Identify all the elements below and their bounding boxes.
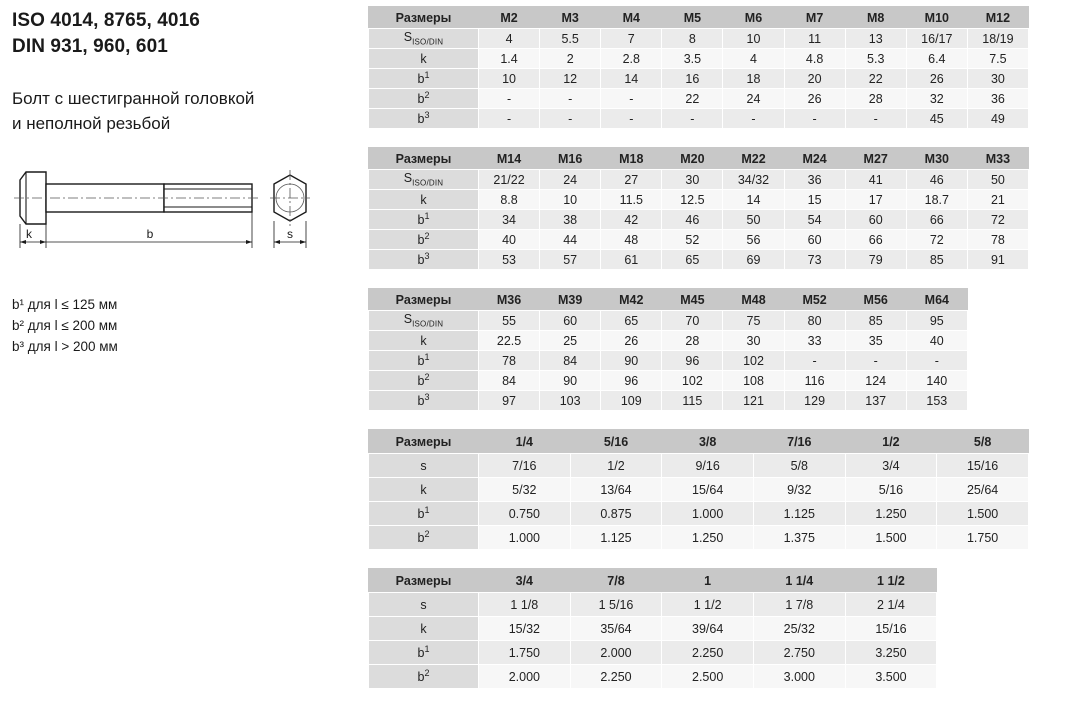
- header-cell-4: M5: [662, 7, 723, 29]
- data-cell: 14: [601, 69, 662, 89]
- row-label-cell: s: [369, 593, 479, 617]
- data-cell: 18: [723, 69, 784, 89]
- data-cell: 115: [662, 391, 723, 411]
- data-cell: 40: [906, 331, 967, 351]
- data-cell: -: [845, 351, 906, 371]
- data-cell: 46: [662, 210, 723, 230]
- data-cell: 48: [601, 230, 662, 250]
- data-cell: 36: [967, 89, 1028, 109]
- data-cell: 33: [784, 331, 845, 351]
- data-cell: 13: [845, 29, 906, 49]
- data-cell: [937, 665, 1029, 689]
- table-row: [369, 190, 1029, 210]
- data-cell: 3/4: [845, 454, 937, 478]
- row-label-cell: $b^1$: [369, 351, 479, 371]
- header-cell-4: 7/16: [753, 430, 845, 454]
- data-cell: 60: [845, 210, 906, 230]
- row-label-cell: $S_{ISO/DIN}$: [369, 311, 479, 331]
- table-row: [369, 331, 1029, 351]
- data-cell: 102: [723, 351, 784, 371]
- data-cell: 30: [662, 170, 723, 190]
- row-label-cell: $b^2$: [369, 89, 479, 109]
- table-row: [369, 665, 1029, 689]
- data-cell: 3.500: [845, 665, 937, 689]
- header-cell-2: M39: [540, 289, 601, 311]
- data-cell: 80: [784, 311, 845, 331]
- data-cell: 65: [601, 311, 662, 331]
- header-cell-9: [967, 289, 1028, 311]
- drawing-label-k: k: [26, 227, 32, 241]
- data-cell: [967, 311, 1028, 331]
- data-cell: 70: [662, 311, 723, 331]
- data-cell: 61: [601, 250, 662, 270]
- data-cell: 52: [662, 230, 723, 250]
- data-cell: 45: [906, 109, 967, 129]
- data-cell: 1 1/8: [479, 593, 571, 617]
- data-cell: 102: [662, 371, 723, 391]
- data-cell: 11.5: [601, 190, 662, 210]
- data-cell: 17: [845, 190, 906, 210]
- bolt-technical-drawing: [12, 158, 312, 258]
- data-cell: 21: [967, 190, 1028, 210]
- left-info-panel: [12, 8, 357, 708]
- data-cell: 1.4: [479, 49, 540, 69]
- header-cell-2: 7/8: [570, 569, 662, 593]
- data-cell: 22: [845, 69, 906, 89]
- row-label-cell: $b^2$: [369, 230, 479, 250]
- data-cell: 78: [479, 351, 540, 371]
- data-cell: 3.250: [845, 641, 937, 665]
- data-cell: 42: [601, 210, 662, 230]
- data-cell: 9/32: [753, 478, 845, 502]
- header-cell-9: M12: [967, 7, 1028, 29]
- data-cell: 90: [540, 371, 601, 391]
- data-cell: [937, 593, 1029, 617]
- data-cell: 11: [784, 29, 845, 49]
- data-cell: 1.500: [845, 526, 937, 550]
- data-cell: 26: [784, 89, 845, 109]
- data-cell: 72: [967, 210, 1028, 230]
- data-cell: 15/32: [479, 617, 571, 641]
- row-label-cell: $b^2$: [369, 665, 479, 689]
- header-cell-5: 1/2: [845, 430, 937, 454]
- data-cell: 96: [601, 371, 662, 391]
- data-cell: 95: [906, 311, 967, 331]
- header-cell-6: M24: [784, 148, 845, 170]
- data-cell: 1 1/2: [662, 593, 754, 617]
- data-cell: 69: [723, 250, 784, 270]
- header-cell-8: M64: [906, 289, 967, 311]
- row-label-cell: $b^2$: [369, 371, 479, 391]
- header-cell-1: M36: [479, 289, 540, 311]
- data-cell: 10: [540, 190, 601, 210]
- row-label-cell: $S_{ISO/DIN}$: [369, 170, 479, 190]
- header-cell-5: 1 1/2: [845, 569, 937, 593]
- table-row: [369, 617, 1029, 641]
- table-header-row: [369, 289, 1029, 311]
- header-cell-7: M27: [845, 148, 906, 170]
- data-cell: 90: [601, 351, 662, 371]
- data-cell: 103: [540, 391, 601, 411]
- table-row: [369, 29, 1029, 49]
- header-cell-2: 5/16: [570, 430, 662, 454]
- table-header-row: [369, 7, 1029, 29]
- dimension-table-4: [368, 429, 1029, 550]
- table-header-row: [369, 569, 1029, 593]
- row-label-cell: s: [369, 454, 479, 478]
- data-cell: 129: [784, 391, 845, 411]
- data-cell: 25/64: [937, 478, 1029, 502]
- row-label-cell: $b^3$: [369, 391, 479, 411]
- data-cell: 28: [662, 331, 723, 351]
- data-cell: 3.000: [753, 665, 845, 689]
- data-cell: 121: [723, 391, 784, 411]
- table-row: [369, 502, 1029, 526]
- data-cell: 34: [479, 210, 540, 230]
- data-cell: 2 1/4: [845, 593, 937, 617]
- data-cell: 36: [784, 170, 845, 190]
- data-cell: 53: [479, 250, 540, 270]
- table-row: [369, 526, 1029, 550]
- data-cell: 15: [784, 190, 845, 210]
- data-cell: -: [540, 89, 601, 109]
- header-cell-row-label: Размеры: [369, 289, 479, 311]
- data-cell: 73: [784, 250, 845, 270]
- data-cell: 2.000: [479, 665, 571, 689]
- data-cell: 5.3: [845, 49, 906, 69]
- data-cell: 1.500: [937, 502, 1029, 526]
- data-cell: 4: [723, 49, 784, 69]
- table-row: [369, 371, 1029, 391]
- bolt-drawing-svg: [12, 158, 312, 258]
- header-cell-row-label: Размеры: [369, 430, 479, 454]
- table-row: [369, 593, 1029, 617]
- row-label-cell: $b^1$: [369, 641, 479, 665]
- data-cell: -: [906, 351, 967, 371]
- data-cell: 34/32: [723, 170, 784, 190]
- data-cell: -: [601, 109, 662, 129]
- data-cell: 2.000: [570, 641, 662, 665]
- note-line-3: b³ для l > 200 мм: [12, 339, 118, 354]
- header-cell-3: M4: [601, 7, 662, 29]
- data-cell: 39/64: [662, 617, 754, 641]
- table-row: [369, 49, 1029, 69]
- header-cell-6: 5/8: [937, 430, 1029, 454]
- header-cell-3: 1: [662, 569, 754, 593]
- data-cell: 22: [662, 89, 723, 109]
- data-cell: 75: [723, 311, 784, 331]
- drawing-label-s: s: [287, 227, 293, 241]
- row-label-cell: $b^1$: [369, 502, 479, 526]
- data-cell: 1.125: [753, 502, 845, 526]
- header-cell-3: 3/8: [662, 430, 754, 454]
- data-cell: -: [784, 351, 845, 371]
- notes-block: [12, 294, 357, 357]
- data-cell: [937, 641, 1029, 665]
- data-cell: 15/16: [845, 617, 937, 641]
- table-row: [369, 210, 1029, 230]
- data-cell: 2.8: [601, 49, 662, 69]
- header-cell-6: M52: [784, 289, 845, 311]
- header-cell-4: M45: [662, 289, 723, 311]
- data-cell: 5/16: [845, 478, 937, 502]
- data-cell: [967, 331, 1028, 351]
- row-label-cell: $b^3$: [369, 109, 479, 129]
- page-subtitle: [12, 86, 357, 136]
- data-cell: 38: [540, 210, 601, 230]
- table-row: [369, 351, 1029, 371]
- header-cell-1: M14: [479, 148, 540, 170]
- data-cell: 15/64: [662, 478, 754, 502]
- data-cell: -: [540, 109, 601, 129]
- table-row: [369, 391, 1029, 411]
- data-cell: 46: [906, 170, 967, 190]
- data-cell: -: [784, 109, 845, 129]
- table-row: [369, 230, 1029, 250]
- data-cell: 140: [906, 371, 967, 391]
- data-cell: 5.5: [540, 29, 601, 49]
- table-row: [369, 478, 1029, 502]
- table-row: [369, 250, 1029, 270]
- table-row: [369, 89, 1029, 109]
- data-cell: 18/19: [967, 29, 1028, 49]
- data-cell: 2: [540, 49, 601, 69]
- header-cell-2: M16: [540, 148, 601, 170]
- data-cell: 2.500: [662, 665, 754, 689]
- data-cell: 40: [479, 230, 540, 250]
- header-cell-1: 3/4: [479, 569, 571, 593]
- row-label-cell: k: [369, 190, 479, 210]
- data-cell: 79: [845, 250, 906, 270]
- header-cell-5: M48: [723, 289, 784, 311]
- row-label-cell: $b^2$: [369, 526, 479, 550]
- data-cell: 2.250: [662, 641, 754, 665]
- data-cell: 1.250: [662, 526, 754, 550]
- data-cell: 2.250: [570, 665, 662, 689]
- data-cell: 35: [845, 331, 906, 351]
- data-cell: 50: [723, 210, 784, 230]
- data-cell: 1.375: [753, 526, 845, 550]
- data-cell: 10: [723, 29, 784, 49]
- data-cell: 6.4: [906, 49, 967, 69]
- data-cell: 4: [479, 29, 540, 49]
- header-cell-2: M3: [540, 7, 601, 29]
- data-cell: 50: [967, 170, 1028, 190]
- data-cell: 96: [662, 351, 723, 371]
- data-cell: 14: [723, 190, 784, 210]
- data-cell: 1.125: [570, 526, 662, 550]
- note-line-2: b² для l ≤ 200 мм: [12, 318, 118, 333]
- data-cell: 30: [723, 331, 784, 351]
- dimension-table-3: [368, 288, 1029, 411]
- data-cell: 97: [479, 391, 540, 411]
- data-cell: 22.5: [479, 331, 540, 351]
- page-title-line-1: ISO 4014, 8765, 4016: [12, 10, 200, 31]
- header-cell-3: M18: [601, 148, 662, 170]
- dimension-table-1: [368, 6, 1029, 129]
- page-subtitle-line-1: Болт с шестигранной головкой: [12, 89, 255, 108]
- table-row: [369, 109, 1029, 129]
- data-cell: -: [479, 89, 540, 109]
- data-cell: 28: [845, 89, 906, 109]
- data-cell: 16/17: [906, 29, 967, 49]
- data-cell: 153: [906, 391, 967, 411]
- data-cell: 72: [906, 230, 967, 250]
- data-cell: 21/22: [479, 170, 540, 190]
- table-row: [369, 69, 1029, 89]
- row-label-cell: k: [369, 49, 479, 69]
- data-cell: 8.8: [479, 190, 540, 210]
- header-cell-3: M42: [601, 289, 662, 311]
- header-cell-7: M8: [845, 7, 906, 29]
- row-label-cell: k: [369, 478, 479, 502]
- data-cell: 49: [967, 109, 1028, 129]
- header-cell-1: M2: [479, 7, 540, 29]
- data-cell: [967, 391, 1028, 411]
- data-cell: 18.7: [906, 190, 967, 210]
- table-row: [369, 170, 1029, 190]
- row-label-cell: $b^3$: [369, 250, 479, 270]
- data-cell: 66: [845, 230, 906, 250]
- data-cell: 41: [845, 170, 906, 190]
- data-cell: 0.750: [479, 502, 571, 526]
- data-cell: 8: [662, 29, 723, 49]
- data-cell: 4.8: [784, 49, 845, 69]
- data-cell: 12: [540, 69, 601, 89]
- data-cell: 116: [784, 371, 845, 391]
- data-cell: 26: [601, 331, 662, 351]
- data-cell: 7.5: [967, 49, 1028, 69]
- data-cell: 1/2: [570, 454, 662, 478]
- data-cell: 35/64: [570, 617, 662, 641]
- page-subtitle-line-2: и неполной резьбой: [12, 114, 171, 133]
- header-cell-6: [937, 569, 1029, 593]
- data-cell: 2.750: [753, 641, 845, 665]
- header-cell-6: M7: [784, 7, 845, 29]
- data-cell: 65: [662, 250, 723, 270]
- data-cell: 10: [479, 69, 540, 89]
- data-cell: 25: [540, 331, 601, 351]
- data-cell: 57: [540, 250, 601, 270]
- data-cell: 1.750: [479, 641, 571, 665]
- row-label-cell: k: [369, 617, 479, 641]
- table-row: [369, 311, 1029, 331]
- header-cell-4: M20: [662, 148, 723, 170]
- data-cell: 60: [784, 230, 845, 250]
- header-cell-8: M10: [906, 7, 967, 29]
- data-cell: 84: [540, 351, 601, 371]
- dimension-table-2: [368, 147, 1029, 270]
- data-cell: 20: [784, 69, 845, 89]
- data-cell: 84: [479, 371, 540, 391]
- data-cell: 108: [723, 371, 784, 391]
- note-line-1: b¹ для l ≤ 125 мм: [12, 297, 118, 312]
- data-cell: 109: [601, 391, 662, 411]
- data-cell: 44: [540, 230, 601, 250]
- header-cell-5: M6: [723, 7, 784, 29]
- data-cell: 78: [967, 230, 1028, 250]
- data-cell: 24: [723, 89, 784, 109]
- table-row: [369, 641, 1029, 665]
- data-cell: 30: [967, 69, 1028, 89]
- data-cell: 137: [845, 391, 906, 411]
- data-cell: [937, 617, 1029, 641]
- header-cell-7: M56: [845, 289, 906, 311]
- row-label-cell: $S_{ISO/DIN}$: [369, 29, 479, 49]
- data-cell: -: [723, 109, 784, 129]
- data-cell: -: [845, 109, 906, 129]
- data-cell: 24: [540, 170, 601, 190]
- table-row: [369, 454, 1029, 478]
- data-cell: 85: [845, 311, 906, 331]
- header-cell-8: M30: [906, 148, 967, 170]
- data-cell: 56: [723, 230, 784, 250]
- data-cell: 13/64: [570, 478, 662, 502]
- data-cell: 1.250: [845, 502, 937, 526]
- data-cell: -: [479, 109, 540, 129]
- data-cell: 1.750: [937, 526, 1029, 550]
- header-cell-row-label: Размеры: [369, 148, 479, 170]
- data-cell: 5/8: [753, 454, 845, 478]
- data-cell: -: [662, 109, 723, 129]
- data-cell: 60: [540, 311, 601, 331]
- row-label-cell: $b^1$: [369, 210, 479, 230]
- data-cell: 1.000: [662, 502, 754, 526]
- data-cell: 12.5: [662, 190, 723, 210]
- dimension-table-5: [368, 568, 1029, 689]
- row-label-cell: $b^1$: [369, 69, 479, 89]
- header-cell-4: 1 1/4: [753, 569, 845, 593]
- header-cell-row-label: Размеры: [369, 569, 479, 593]
- dimension-tables: [368, 6, 1058, 707]
- data-cell: 32: [906, 89, 967, 109]
- data-cell: 26: [906, 69, 967, 89]
- header-cell-1: 1/4: [479, 430, 571, 454]
- data-cell: 3.5: [662, 49, 723, 69]
- table-header-row: [369, 148, 1029, 170]
- table-header-row: [369, 430, 1029, 454]
- data-cell: 0.875: [570, 502, 662, 526]
- data-cell: 124: [845, 371, 906, 391]
- data-cell: 1 5/16: [570, 593, 662, 617]
- data-cell: -: [601, 89, 662, 109]
- data-cell: 85: [906, 250, 967, 270]
- data-cell: [967, 351, 1028, 371]
- data-cell: [967, 371, 1028, 391]
- page-title-line-2: DIN 931, 960, 601: [12, 36, 168, 57]
- data-cell: 9/16: [662, 454, 754, 478]
- header-cell-9: M33: [967, 148, 1028, 170]
- data-cell: 54: [784, 210, 845, 230]
- data-cell: 7: [601, 29, 662, 49]
- header-cell-5: M22: [723, 148, 784, 170]
- data-cell: 7/16: [479, 454, 571, 478]
- data-cell: 25/32: [753, 617, 845, 641]
- data-cell: 5/32: [479, 478, 571, 502]
- data-cell: 55: [479, 311, 540, 331]
- data-cell: 15/16: [937, 454, 1029, 478]
- drawing-label-b: b: [146, 227, 154, 241]
- data-cell: 66: [906, 210, 967, 230]
- data-cell: 91: [967, 250, 1028, 270]
- data-cell: 1 7/8: [753, 593, 845, 617]
- data-cell: 16: [662, 69, 723, 89]
- row-label-cell: k: [369, 331, 479, 351]
- header-cell-row-label: Размеры: [369, 7, 479, 29]
- data-cell: 27: [601, 170, 662, 190]
- data-cell: 1.000: [479, 526, 571, 550]
